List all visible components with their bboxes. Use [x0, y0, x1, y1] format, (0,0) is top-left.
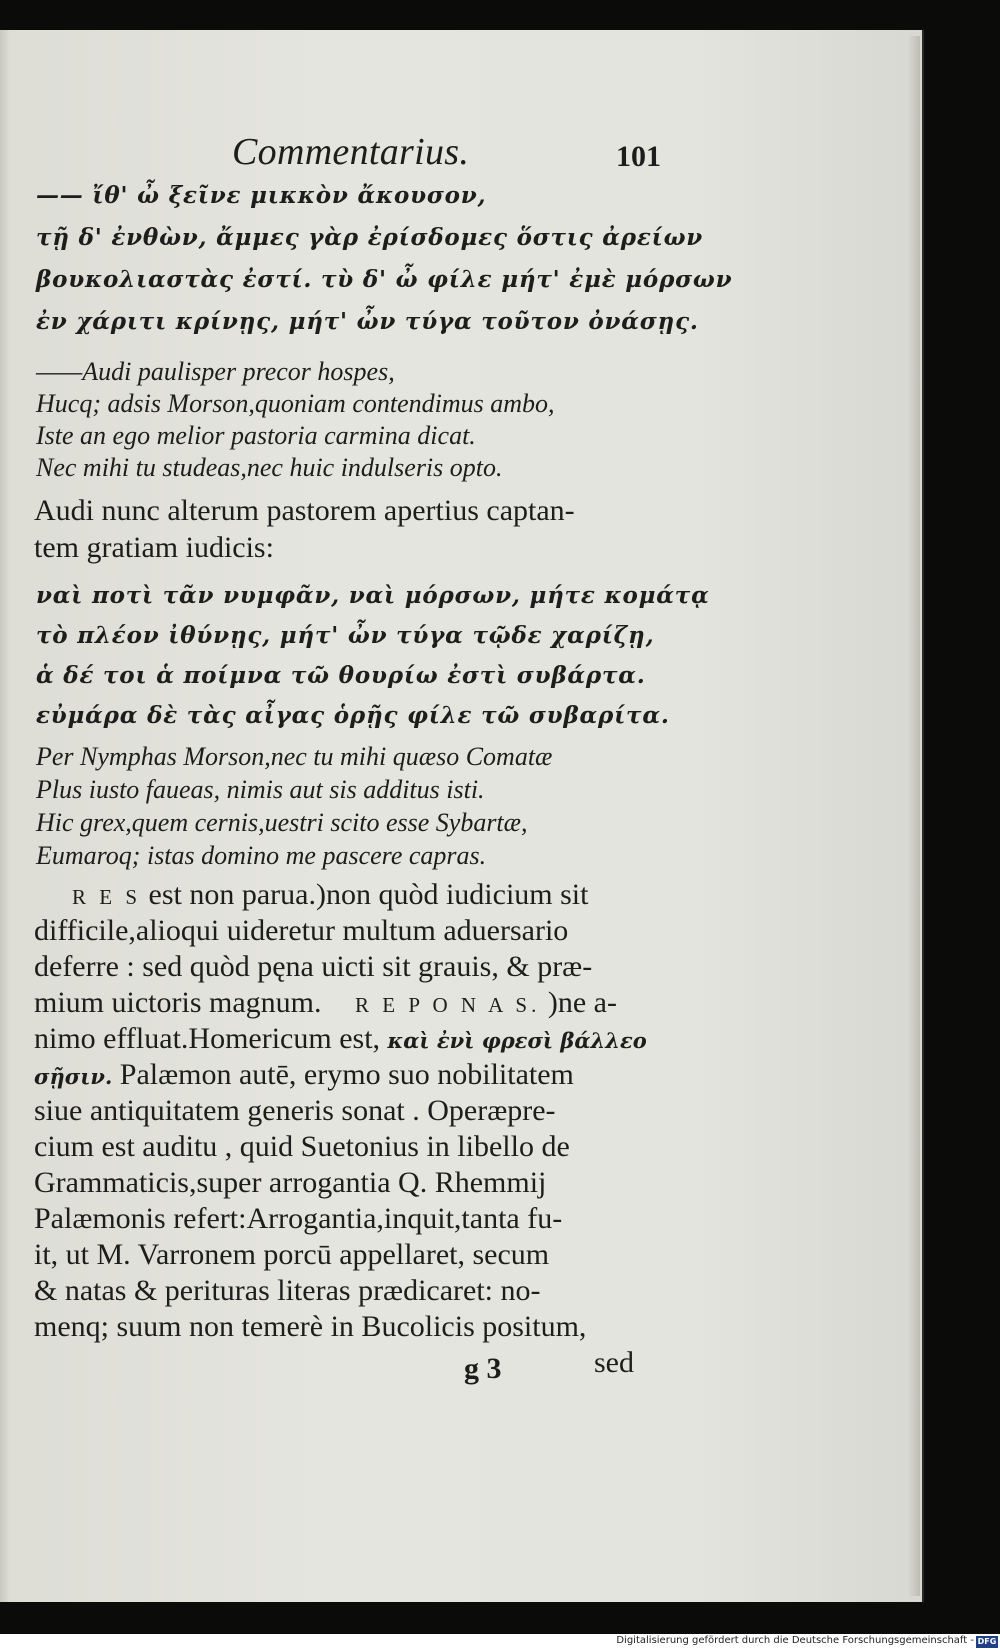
- commentary-text: Palæmon autē, erymo suo nobilitatem: [119, 1058, 574, 1091]
- running-head: Commentarius.: [232, 131, 470, 173]
- greek-verse-line: —— ἴθ' ὦ ξεῖνε μικκὸν ἄκουσον,: [36, 182, 487, 209]
- latin-verse-line: Eumaroq; istas domino me pascere capras.: [36, 841, 487, 870]
- greek-verse-line: τὸ πλέον ἰθύνῃς, μήτ' ὦν τύγα τῷδε χαρίζῃ,: [36, 622, 655, 649]
- commentary-line: [34, 986, 617, 1020]
- commentary-text: mium uictoris magnum.: [34, 986, 322, 1019]
- latin-verse-line: Per Nymphas Morson,nec tu mihi quæso Comatæ: [36, 742, 553, 771]
- commentary-line: difficile,alioqui uideretur multum aduersario: [34, 914, 569, 947]
- commentary-text: est non parua.)non quòd iudicium sit: [148, 878, 589, 911]
- page-gutter-shadow: [0, 30, 10, 1602]
- commentary-line: deferre : sed quòd pęna uicti sit grauis, & præ-: [34, 950, 593, 983]
- greek-verse-line: ἁ δέ τοι ἁ ποίμνα τῶ θουρίω ἐστὶ συβάρτα.: [36, 662, 646, 689]
- commentary-line: [34, 878, 588, 912]
- greek-verse-line: ναὶ ποτὶ τᾶν νυμφᾶν, ναὶ μόρσων, μήτε κομάτᾳ: [36, 582, 710, 609]
- commentary-line: [34, 1058, 574, 1092]
- catchword: sed: [594, 1346, 634, 1379]
- page-number: 101: [616, 140, 661, 173]
- commentary-line: [34, 1022, 647, 1056]
- commentary-line: & natas & perituras literas prædicaret: no-: [34, 1274, 541, 1307]
- signature-mark: g 3: [464, 1352, 502, 1385]
- page-edge: [908, 36, 920, 1596]
- latin-verse-line: Hucq; adsis Morson,quoniam contendimus ambo,: [36, 389, 555, 418]
- lemma: R E P O N A S.: [354, 993, 541, 1017]
- prose-line: tem gratiam iudicis:: [34, 531, 274, 564]
- commentary-line: Grammaticis,super arrogantia Q. Rhemmij: [34, 1166, 547, 1199]
- commentary-line: siue antiquitatem generis sonat . Operæpre-: [34, 1094, 556, 1127]
- commentary-text: )ne a-: [547, 986, 617, 1019]
- greek-verse-line: βουκολιαστὰς ἐστί. τὺ δ' ὦ φίλε μήτ' ἐμὲ μόρσων: [36, 266, 733, 293]
- greek-quote: καὶ ἐνὶ φρεσὶ βάλλεο: [387, 1028, 647, 1053]
- digitization-credit: Digitalisierung gefördert durch die Deutsche Forschungsgemeinschaft -: [616, 1635, 974, 1646]
- lemma: R E S: [72, 885, 142, 909]
- commentary-line: Palæmonis refert:Arrogantia,inquit,tanta fu-: [34, 1202, 563, 1235]
- latin-verse-line: Nec mihi tu studeas,nec huic indulseris opto.: [36, 453, 503, 482]
- commentary-text: nimo effluat.Homericum est,: [34, 1022, 381, 1055]
- greek-verse-line: τῇ δ' ἐνθὼν, ἄμμες γὰρ ἐρίσδομες ὅστις ἀρείων: [36, 224, 704, 251]
- latin-verse-line: Iste an ego melior pastoria carmina dicat.: [36, 421, 476, 450]
- prose-line: Audi nunc alterum pastorem apertius captan-: [34, 494, 575, 527]
- commentary-line: menq; suum non temerè in Bucolicis positum,: [34, 1310, 587, 1343]
- commentary-line: cium est auditu , quid Suetonius in libello de: [34, 1130, 570, 1163]
- commentary-line: it, ut M. Varronem porcū appellaret, secum: [34, 1238, 550, 1271]
- greek-quote: σῇσιν.: [34, 1064, 113, 1089]
- greek-verse-line: εὐμάρα δὲ τὰς αἶγας ὁρῇς φίλε τῶ συβαρίτα.: [36, 702, 670, 729]
- latin-verse-line: ——Audi paulisper precor hospes,: [36, 357, 395, 386]
- latin-verse-line: Hic grex,quem cernis,uestri scito esse Sybartæ,: [36, 808, 528, 837]
- dfg-logo: DFG: [977, 1637, 997, 1646]
- latin-verse-line: Plus iusto faueas, nimis aut sis additus isti.: [36, 775, 485, 804]
- greek-verse-line: ἐν χάριτι κρίνῃς, μήτ' ὦν τύγα τοῦτον ὀνάσῃς.: [36, 308, 699, 335]
